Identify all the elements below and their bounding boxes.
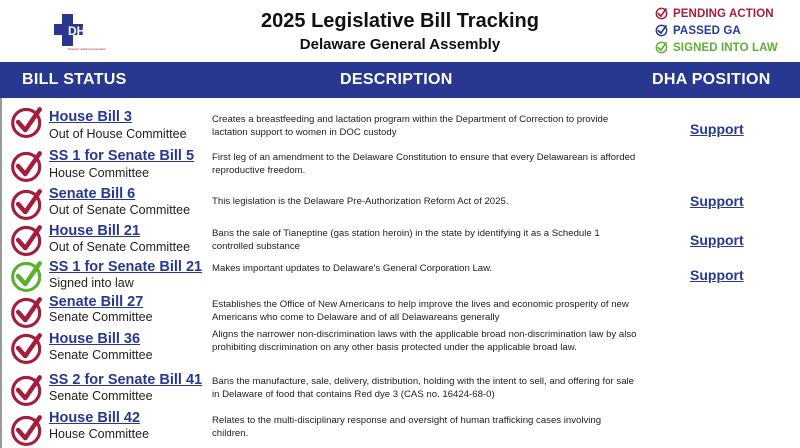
pending-check-icon — [10, 330, 46, 366]
bill-list — [0, 98, 800, 448]
bill-status-text: House Committee — [49, 166, 150, 180]
bill-status-text: Senate Committee — [49, 389, 153, 403]
bill-description: Aligns the narrower non-discrimination laws with the applicable broad non-discrimination law by also prohibiting discrimination on any other basis protected under the applicable broad law. — [212, 329, 637, 353]
bill-description: Bans the manufacture, sale, delivery, distribution, holding with the intent to sell, and offering for sale in Delaware of food that contains Red dye 3 (CAS no. 16424-68-0) — [212, 376, 635, 400]
dha-logo-text: DHA — [68, 24, 94, 38]
pending-check-icon — [10, 148, 46, 184]
pending-check-icon — [10, 372, 46, 408]
dha-logo-subtext: Delaware Healthcare Association — [68, 48, 107, 51]
bill-name-link[interactable]: SS 1 for Senate Bill 5 — [49, 148, 195, 164]
bill-row — [2, 256, 800, 292]
bill-status-text: Out of Senate Committee — [49, 240, 191, 254]
page-title: 2025 Legislative Bill Tracking — [261, 10, 539, 32]
bill-row — [2, 102, 800, 142]
legend-item-signed — [655, 40, 800, 55]
bill-name-link[interactable]: House Bill 21 — [49, 223, 141, 239]
signed-check-icon — [655, 41, 668, 54]
bill-name-link[interactable]: SS 1 for Senate Bill 21 — [49, 259, 203, 275]
bill-row — [2, 220, 800, 256]
pending-check-icon — [10, 412, 46, 448]
bill-row — [2, 328, 800, 370]
column-header-description: DESCRIPTION — [340, 71, 453, 88]
bill-name-link[interactable]: House Bill 36 — [49, 331, 141, 347]
bill-row — [2, 146, 800, 182]
bill-name-link[interactable]: SS 2 for Senate Bill 41 — [49, 372, 203, 388]
bill-row — [2, 370, 800, 408]
bill-name-link[interactable]: Senate Bill 27 — [49, 294, 144, 310]
status-legend — [655, 6, 800, 57]
page-subtitle: Delaware General Assembly — [299, 36, 501, 53]
bill-row — [2, 184, 800, 220]
pending-check-icon — [10, 186, 46, 222]
legend-label-pending: PENDING ACTION — [673, 7, 774, 20]
bill-name-link[interactable]: Senate Bill 6 — [49, 186, 136, 202]
column-header-bar — [0, 62, 800, 98]
page-header — [0, 0, 800, 62]
signed-check-icon — [10, 258, 46, 294]
legend-label-signed: SIGNED INTO LAW — [673, 41, 778, 54]
bill-status-text: Signed into law — [49, 276, 134, 290]
bill-description: Establishes the Office of New Americans to help improve the lives and economic prosperity of new Americans who come to Delaware and of all Delawareans generally — [212, 299, 629, 323]
dha-position-link[interactable]: Support — [690, 121, 744, 137]
column-header-dha-position: DHA POSITION — [652, 71, 771, 88]
passed-check-icon — [655, 24, 668, 37]
column-header-bill-status: BILL STATUS — [22, 71, 127, 88]
legend-label-passed: PASSED GA — [673, 24, 741, 37]
bill-name-link[interactable]: House Bill 3 — [49, 109, 132, 125]
dha-position-link[interactable]: Support — [690, 232, 744, 248]
pending-check-icon — [655, 7, 668, 20]
bill-description: Bans the sale of Tianeptine (gas station heroin) in the state by identifying it as a Schedule 1 controlled substance — [212, 228, 600, 252]
bill-status-text: Senate Committee — [49, 310, 153, 324]
bill-row — [2, 292, 800, 328]
bill-status-text: Out of House Committee — [49, 127, 187, 141]
bill-status-text: House Committee — [49, 427, 150, 441]
legend-item-passed — [655, 23, 800, 38]
pending-check-icon — [10, 222, 46, 258]
bill-description: Makes important updates to Delaware's General Corporation Law. — [212, 263, 493, 274]
bill-description: First leg of an amendment to the Delaware Constitution to ensure that every Delawarean is afforded reproductive freedom. — [212, 152, 636, 176]
bill-status-text: Senate Committee — [49, 348, 153, 362]
bill-description: This legislation is the Delaware Pre-Authorization Reform Act of 2025. — [212, 196, 509, 207]
pending-check-icon — [10, 104, 46, 140]
bill-name-link[interactable]: House Bill 42 — [49, 410, 141, 426]
dha-position-link[interactable]: Support — [690, 193, 744, 209]
bill-description: Relates to the multi-disciplinary response and oversight of human trafficking cases involving children. — [212, 415, 602, 439]
dha-position-link[interactable]: Support — [690, 267, 744, 283]
bill-row — [2, 410, 800, 448]
pending-check-icon — [10, 294, 46, 330]
bill-status-text: Out of Senate Committee — [49, 203, 191, 217]
legend-item-pending — [655, 6, 800, 21]
bill-description: Creates a breastfeeding and lactation program within the Department of Correction to provide lactation support to women in DOC custody — [212, 114, 609, 138]
